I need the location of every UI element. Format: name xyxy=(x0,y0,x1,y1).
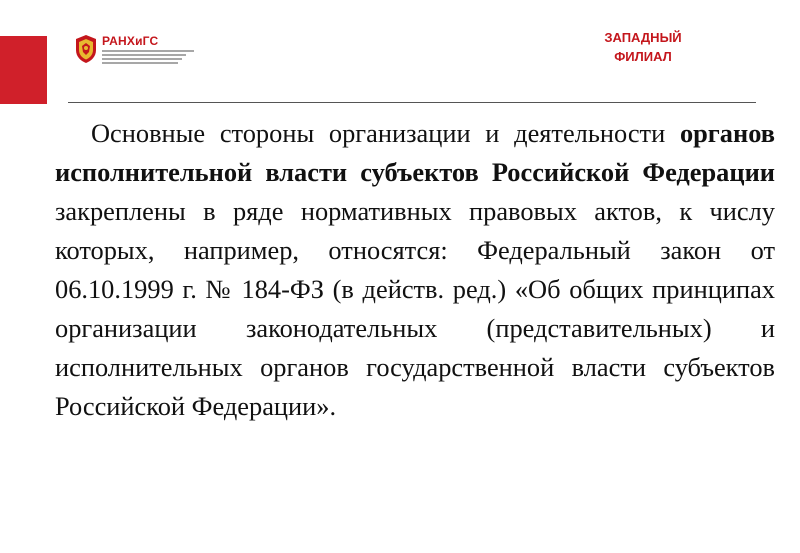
body-bold-text: органов исполнительной власти субъектов Российской Федерации xyxy=(55,118,775,187)
header-divider xyxy=(68,102,756,103)
branch-line-2: ФИЛИАЛ xyxy=(614,49,672,64)
ranepa-logo xyxy=(74,34,194,64)
body-rest: закреплены в ряде нормативных правовых актов, к числу которых, например, относятся: Федеральный закон от 06.10.1999 г. № 184-ФЗ (в действ. ред.) «Об общих принципах организации законодательных (представительных) и исполнительных органов государственной власти субъектов Российской Федерации». xyxy=(55,196,775,421)
body-paragraph xyxy=(55,114,775,426)
accent-bar xyxy=(0,36,47,104)
logo-name: РАНХиГС xyxy=(102,33,159,48)
branch-line-1: ЗАПАДНЫЙ xyxy=(604,30,682,45)
emblem-icon xyxy=(74,34,98,64)
body-intro: Основные стороны организации и деятельности xyxy=(91,118,680,148)
branch-title xyxy=(588,28,698,66)
logo-subtitle-lines xyxy=(102,50,194,64)
